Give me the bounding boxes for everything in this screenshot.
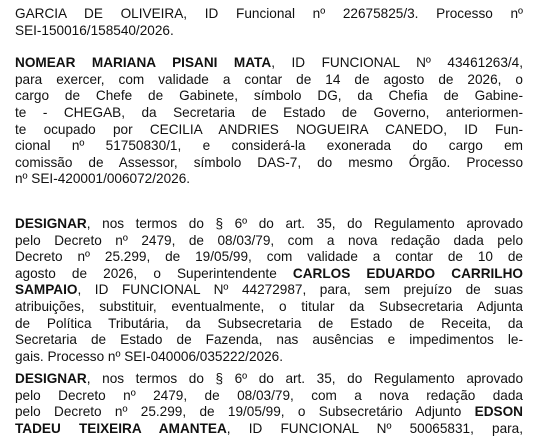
text-run: , ID FUNCIONAL Nº 43461263/4, — [271, 55, 523, 71]
text-line: para exercer, com validade a contar de 14 de agosto de 2026, o — [15, 71, 523, 87]
text-line: Decreto nº 25.299, de 19/05/99, com validade a contar de 10 de — [15, 249, 523, 265]
text-line — [15, 266, 523, 283]
text-line — [15, 371, 523, 388]
act-verb-name: NOMEAR MARIANA PISANI MATA — [15, 55, 272, 71]
text-run: , nos termos do § 6º do art. 35, do Regulamento aprovado — [86, 371, 523, 387]
paragraph-gap — [15, 188, 523, 216]
paragraph-designar-1 — [15, 216, 523, 365]
text-line: comissão de Assessor, símbolo DAS-7, do mesmo Órgão. Processo — [15, 154, 523, 170]
text-run: pelo Decreto nº 25.299, de 19/05/99, o Subsecretário Adjunto — [15, 404, 475, 420]
text-line — [15, 421, 523, 438]
paragraph-designar-2 — [15, 371, 523, 437]
text-line: GARCIA DE OLIVEIRA, ID Funcional nº 22675825/3. Processo nº — [15, 6, 523, 21]
act-verb: DESIGNAR — [15, 371, 87, 387]
text-line: atribuições, substituir, eventualmente, o titular da Subsecretaria Adjunta — [15, 298, 523, 314]
text-run: agosto de 2026, o Superintendente — [15, 265, 293, 281]
text-line — [15, 216, 523, 233]
paragraph-nomear — [15, 55, 523, 188]
text-line: pelo Decreto nº 2479, de 08/03/79, com a nova redação dada — [15, 387, 523, 403]
person-name: TADEU TEIXEIRA AMANTEA — [15, 421, 227, 437]
text-run: , ID FUNCIONAL Nº 44272987, para, sem prejuízo de suas — [77, 282, 523, 298]
text-line: de Política Tributária, da Subsecretaria de Estado de Receita, da — [15, 315, 523, 331]
text-line: nº SEI-420001/006072/2026. — [15, 171, 191, 187]
text-run: , ID FUNCIONAL Nº 50065831, para, — [226, 421, 524, 437]
person-name: CARLOS EDUARDO CARRILHO — [292, 265, 523, 281]
paragraph-garcia — [15, 6, 523, 39]
text-line: pelo Decreto nº 2479, de 08/03/79, com a nova redação dada pelo — [15, 232, 523, 248]
text-line — [15, 282, 523, 299]
text-line: gais. Processo nº SEI-040006/035222/2026. — [15, 348, 283, 364]
person-name: EDSON — [474, 404, 523, 420]
paragraph-gap — [15, 39, 523, 55]
text-line: cional nº 51750830/1, e considerá-la exonerada do cargo em — [15, 138, 523, 154]
person-name: SAMPAIO — [15, 282, 78, 298]
text-line: SEI-150016/158540/2026. — [15, 22, 174, 38]
text-line: Secretaria de Estado de Fazenda, nas ausências e impedimentos le- — [15, 332, 523, 348]
text-line — [15, 404, 523, 421]
text-line — [15, 55, 523, 72]
text-line: te ocupado por CECILIA ANDRIES NOGUEIRA CANEDO, ID Fun- — [15, 121, 523, 137]
act-verb: DESIGNAR — [15, 215, 87, 231]
text-run: , nos termos do § 6º do art. 35, do Regulamento aprovado — [86, 215, 523, 231]
text-line: cargo de Chefe de Gabinete, símbolo DG, da Chefia de Gabine- — [15, 88, 523, 104]
text-line: te - CHEGAB, da Secretaria de Estado de Governo, anteriormen- — [15, 104, 523, 120]
